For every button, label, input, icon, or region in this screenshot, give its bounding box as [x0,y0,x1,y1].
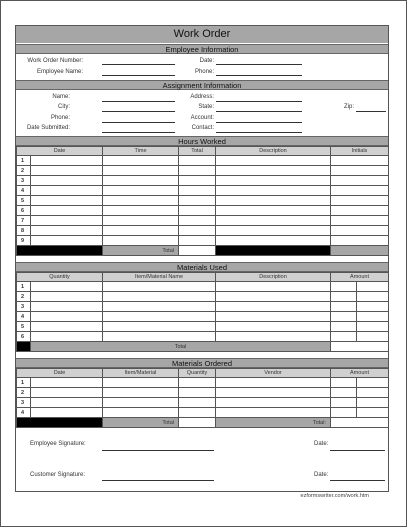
mo-cell[interactable] [331,408,357,418]
customer-signature-date-label: Date: [314,472,329,478]
hours-row [17,166,389,176]
hours-cell[interactable] [331,216,389,226]
hours-cell[interactable] [216,226,331,236]
hours-row-number: 3 [17,176,31,186]
employee-phone-label: Phone: [194,69,214,75]
mu-row [17,302,389,312]
zip-label: Zip: [344,104,355,110]
hours-total-label: Total [103,246,179,256]
hours-cell[interactable] [103,236,179,246]
hours-row-number: 9 [17,236,31,246]
date-submitted-field[interactable] [102,132,175,133]
employee-signature-field[interactable] [102,450,214,451]
hours-cell[interactable] [103,196,179,206]
mo-row-number: 4 [17,408,31,418]
hours-row [17,186,389,196]
mu-row [17,332,389,342]
hours-cell[interactable] [103,176,179,186]
mo-cell[interactable] [31,408,103,418]
mu-cell[interactable] [103,282,216,292]
hours-table [16,146,389,256]
mo-cell[interactable] [331,388,357,398]
materials-used-table [16,272,389,352]
mo-cell[interactable] [216,378,331,388]
mu-cell[interactable] [31,312,103,322]
hours-row-number: 2 [17,166,31,176]
hours-cell[interactable] [179,226,216,236]
mu-row-number: 6 [17,332,31,342]
hours-col-description: Description [216,147,331,156]
employee-name-label: Employee Name: [36,69,83,75]
mo-cell[interactable] [179,398,216,408]
hours-cell[interactable] [103,186,179,196]
mo-cell[interactable] [31,388,103,398]
assignment-account-field[interactable] [216,122,302,123]
work-order-number-field[interactable] [102,64,175,65]
mo-col-date: Date [17,369,103,378]
assignment-state-label: State: [198,104,214,110]
hours-row-number: 1 [17,156,31,166]
hours-total-cell[interactable] [179,246,216,256]
employee-section-heading: Employee Information [16,44,388,54]
mo-cell[interactable] [103,408,179,418]
hours-row-number: 6 [17,206,31,216]
mu-row [17,312,389,322]
hours-cell[interactable] [179,156,216,166]
mu-row [17,282,389,292]
mu-row-number: 1 [17,282,31,292]
mu-cell[interactable] [357,292,389,302]
assignment-contact-field[interactable] [216,132,302,133]
mo-cell[interactable] [103,388,179,398]
assignment-state-field[interactable] [216,111,302,112]
mo-row [17,378,389,388]
hours-cell[interactable] [31,206,103,216]
mo-cell[interactable] [31,398,103,408]
hours-cell[interactable] [31,186,103,196]
hours-row-number: 4 [17,186,31,196]
mu-col-amount: Amount [331,273,389,282]
hours-row [17,236,389,246]
mo-row [17,388,389,398]
assignment-city-field[interactable] [102,111,175,112]
employee-date-field[interactable] [216,64,302,65]
assignment-phone-field[interactable] [102,122,175,123]
mo-cell[interactable] [216,398,331,408]
mo-cell[interactable] [357,398,389,408]
date-submitted-label: Date Submitted: [26,125,70,131]
employee-signature-label: Employee Signature: [30,441,86,447]
mu-cell[interactable] [216,332,331,342]
mu-cell[interactable] [331,322,357,332]
mu-cell[interactable] [357,332,389,342]
customer-signature-field[interactable] [102,480,214,481]
materials-used-section-heading: Materials Used [16,262,388,272]
hours-cell[interactable] [331,196,389,206]
hours-cell[interactable] [331,176,389,186]
mo-col-item: Item/Material [103,369,179,378]
hours-row [17,216,389,226]
mu-row [17,322,389,332]
mu-cell[interactable] [103,332,216,342]
mo-cell[interactable] [103,398,179,408]
mo-total-cell-2[interactable] [331,418,389,428]
mu-row-number: 3 [17,302,31,312]
mo-cell[interactable] [357,378,389,388]
work-order-form [15,25,389,492]
mo-col-amount: Amount [331,369,389,378]
mu-cell[interactable] [216,302,331,312]
hours-cell[interactable] [103,226,179,236]
mo-total-spacer [17,418,103,428]
hours-cell[interactable] [31,196,103,206]
form-title: Work Order [16,26,388,43]
mu-col-item: Item/Material Name [103,273,216,282]
assignment-contact-label: Contact: [191,125,214,131]
hours-total-spacer-2 [216,246,331,256]
assignment-phone-label: Phone: [50,115,70,121]
mo-cell[interactable] [179,408,216,418]
mo-col-vendor: Vendor [216,369,331,378]
mu-cell[interactable] [331,312,357,322]
mu-cell[interactable] [31,322,103,332]
hours-col-date: Date [17,147,103,156]
employee-signature-date-label: Date: [314,441,329,447]
hours-col-time: Time [103,147,179,156]
mu-total-label: Total [31,342,331,352]
mo-cell[interactable] [179,378,216,388]
mo-cell[interactable] [216,388,331,398]
mo-cell[interactable] [331,398,357,408]
mu-row-number: 2 [17,292,31,302]
hours-cell[interactable] [31,166,103,176]
hours-cell[interactable] [31,216,103,226]
hours-row-number: 7 [17,216,31,226]
hours-cell[interactable] [331,166,389,176]
hours-cell[interactable] [216,236,331,246]
mo-cell[interactable] [216,408,331,418]
mu-cell[interactable] [103,312,216,322]
assignment-address-label: Address: [190,94,214,100]
hours-cell[interactable] [216,196,331,206]
hours-row [17,226,389,236]
mu-cell[interactable] [216,312,331,322]
mu-cell[interactable] [216,282,331,292]
assignment-city-label: City: [58,104,70,110]
mo-cell[interactable] [357,408,389,418]
mu-cell[interactable] [331,292,357,302]
assignment-name-label: Name: [52,94,70,100]
materials-ordered-section-heading: Materials Ordered [16,358,388,368]
mo-row [17,398,389,408]
mu-cell[interactable] [331,302,357,312]
mo-cell[interactable] [179,388,216,398]
mo-row-number: 2 [17,388,31,398]
mu-cell[interactable] [31,292,103,302]
mo-total-cell-1[interactable] [179,418,216,428]
hours-total-spacer-3 [331,246,389,256]
hours-cell[interactable] [103,156,179,166]
mu-cell[interactable] [357,302,389,312]
mo-cell[interactable] [331,378,357,388]
assignment-name-field[interactable] [102,101,175,102]
mo-col-quantity: Quantity [179,369,216,378]
hours-row-number: 5 [17,196,31,206]
mu-total-spacer [17,342,31,352]
mu-cell[interactable] [31,302,103,312]
hours-cell[interactable] [103,206,179,216]
mu-cell[interactable] [357,282,389,292]
hours-cell[interactable] [179,166,216,176]
mu-row-number: 4 [17,312,31,322]
mu-cell[interactable] [357,312,389,322]
mo-row-number: 1 [17,378,31,388]
mu-col-quantity: Quantity [17,273,103,282]
mu-col-description: Description [216,273,331,282]
mu-cell[interactable] [216,322,331,332]
hours-cell[interactable] [216,216,331,226]
mo-row-number: 3 [17,398,31,408]
hours-row [17,196,389,206]
mu-cell[interactable] [103,292,216,302]
hours-cell[interactable] [216,206,331,216]
mu-cell[interactable] [216,292,331,302]
customer-signature-label: Customer Signature: [30,472,86,478]
customer-signature-date-field[interactable] [330,480,385,481]
hours-total-spacer [17,246,103,256]
hours-cell[interactable] [31,176,103,186]
employee-name-field[interactable] [102,75,175,76]
mu-cell[interactable] [331,332,357,342]
employee-signature-date-field[interactable] [330,450,385,451]
hours-row-number: 8 [17,226,31,236]
mo-cell[interactable] [31,378,103,388]
hours-cell[interactable] [331,226,389,236]
hours-cell[interactable] [331,206,389,216]
zip-field[interactable] [356,111,386,112]
hours-cell[interactable] [179,196,216,206]
work-order-number-label: Work Order Number: [27,58,83,64]
hours-cell[interactable] [103,216,179,226]
footer-url[interactable]: ezformswriter.com/work.htm [300,493,369,499]
hours-cell[interactable] [179,216,216,226]
assignment-section-heading: Assignment Information [16,80,388,90]
mu-cell[interactable] [331,282,357,292]
hours-section-heading: Hours Worked [16,136,388,146]
hours-row [17,156,389,166]
hours-cell[interactable] [31,226,103,236]
mu-cell[interactable] [357,322,389,332]
mo-total-label-2: Total: [216,418,331,428]
mo-cell[interactable] [103,378,179,388]
mu-total-cell[interactable] [331,342,389,352]
hours-col-initials: Initials [331,147,389,156]
hours-row [17,176,389,186]
employee-phone-field[interactable] [216,75,302,76]
hours-cell[interactable] [179,176,216,186]
hours-col-total: Total [179,147,216,156]
hours-cell[interactable] [216,186,331,196]
mo-cell[interactable] [357,388,389,398]
mu-row [17,292,389,302]
hours-cell[interactable] [331,236,389,246]
mu-cell[interactable] [103,302,216,312]
hours-cell[interactable] [216,166,331,176]
mo-row [17,408,389,418]
materials-ordered-table [16,368,389,428]
hours-cell[interactable] [179,186,216,196]
hours-cell[interactable] [179,206,216,216]
employee-date-label: Date: [199,58,214,64]
hours-cell[interactable] [179,236,216,246]
mo-total-label-1: Total [103,418,179,428]
hours-cell[interactable] [31,156,103,166]
hours-cell[interactable] [331,186,389,196]
hours-cell[interactable] [216,176,331,186]
hours-cell[interactable] [331,156,389,166]
assignment-account-label: Account: [190,115,214,121]
mu-row-number: 5 [17,322,31,332]
assignment-address-field[interactable] [216,101,302,102]
hours-cell[interactable] [31,236,103,246]
mu-cell[interactable] [31,332,103,342]
hours-cell[interactable] [103,166,179,176]
mu-cell[interactable] [103,322,216,332]
hours-cell[interactable] [216,156,331,166]
mu-cell[interactable] [31,282,103,292]
hours-row [17,206,389,216]
